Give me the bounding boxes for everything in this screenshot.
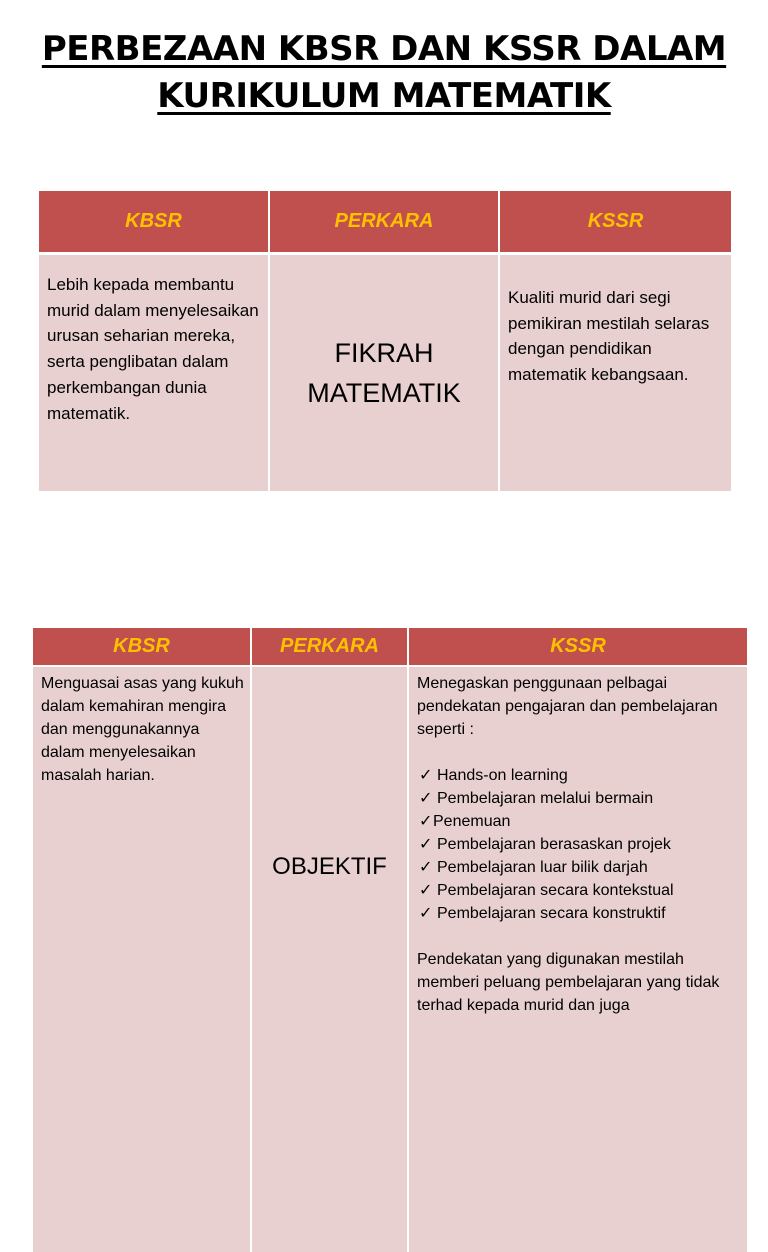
- checklist-item: [417, 764, 741, 787]
- cell-kbsr: [39, 254, 269, 492]
- checkmark-icon: ✓: [419, 767, 433, 784]
- spacer: [417, 741, 741, 764]
- checklist-item-label: Penemuan: [433, 813, 511, 830]
- kssr-intro: Menegaskan penggunaan pelbagai pendekatan pengajaran dan pembelajaran seperti :: [417, 675, 718, 738]
- checklist-item-label: Hands-on learning: [437, 767, 568, 784]
- header-perkara: PERKARA: [269, 191, 499, 254]
- checkmark-icon: ✓: [419, 859, 433, 876]
- checklist-item-label: Pembelajaran melalui bermain: [437, 790, 654, 807]
- checklist-item: [417, 810, 741, 833]
- checklist-item-label: Pembelajaran secara konstruktif: [437, 905, 666, 922]
- checklist-item-label: Pembelajaran luar bilik darjah: [437, 859, 648, 876]
- page-title: [0, 26, 768, 120]
- table-header-row: [39, 191, 731, 254]
- checklist-item: [417, 856, 741, 879]
- comparison-table-fikrah: [39, 191, 731, 491]
- checkmark-icon: ✓: [419, 836, 433, 853]
- checklist-item-label: Pembelajaran secara kontekstual: [437, 882, 674, 899]
- checklist-item: [417, 879, 741, 902]
- kbsr-text: Menguasai asas yang kukuh dalam kemahiran mengira dan menggunakannya dalam menyelesaikan masalah harian.: [41, 675, 244, 784]
- checklist-item: [417, 833, 741, 856]
- spacer: [417, 925, 741, 948]
- checkmark-icon: ✓: [419, 813, 433, 830]
- cell-perkara: [269, 254, 499, 492]
- checklist-item: [417, 902, 741, 925]
- checkmark-icon: ✓: [419, 905, 433, 922]
- table-row: [39, 254, 731, 492]
- comparison-table-objektif: [33, 628, 747, 1252]
- cell-kbsr: [33, 666, 251, 1252]
- perkara-line-1: FIKRAH: [334, 338, 434, 368]
- checkmark-icon: ✓: [419, 790, 433, 807]
- kssr-checklist: [417, 764, 741, 925]
- cell-kssr: [499, 254, 731, 492]
- checkmark-icon: ✓: [419, 882, 433, 899]
- perkara-line-2: MATEMATIK: [307, 378, 461, 408]
- header-kbsr: KBSR: [39, 191, 269, 254]
- header-kssr: KSSR: [408, 628, 747, 666]
- kssr-outro: Pendekatan yang digunakan mestilah memberi peluang pembelajaran yang tidak terhad kepada murid dan juga: [417, 951, 720, 1014]
- table-header-row: [33, 628, 747, 666]
- kbsr-text: Lebih kepada membantu murid dalam menyelesaikan urusan seharian mereka, serta penglibatan dalam perkembangan dunia matematik.: [47, 275, 259, 423]
- kssr-text: Kualiti murid dari segi pemikiran mestilah selaras dengan pendidikan matematik kebangsaan.: [508, 288, 710, 385]
- checklist-item: [417, 787, 741, 810]
- header-kbsr: KBSR: [33, 628, 251, 666]
- header-kssr: KSSR: [499, 191, 731, 254]
- title-line-2: KURIKULUM MATEMATIK: [157, 76, 611, 116]
- cell-perkara: OBJEKTIF: [251, 666, 408, 1252]
- cell-kssr: [408, 666, 747, 1252]
- header-perkara: PERKARA: [251, 628, 408, 666]
- title-line-1: PERBEZAAN KBSR DAN KSSR DALAM: [41, 29, 727, 69]
- table-row: [33, 666, 747, 1252]
- checklist-item-label: Pembelajaran berasaskan projek: [437, 836, 671, 853]
